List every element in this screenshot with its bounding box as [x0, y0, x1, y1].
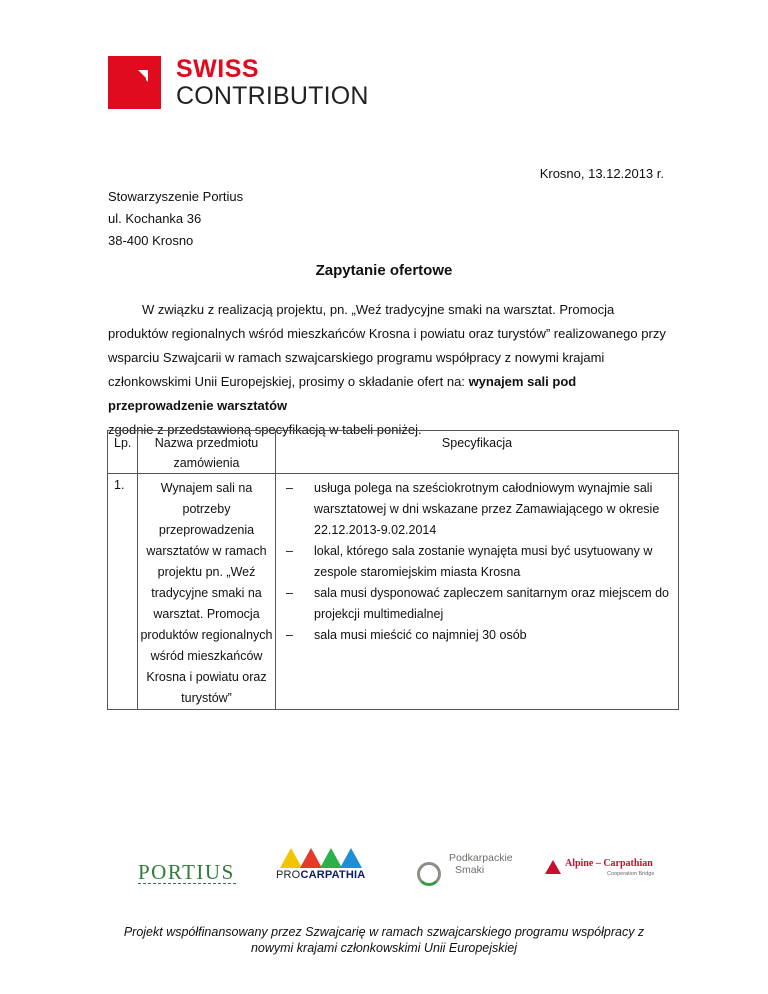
dash-bullet: –: [286, 586, 293, 600]
header-lp: Lp.: [108, 431, 138, 474]
address-line: 38-400 Krosno: [108, 233, 194, 248]
footer-note: Projekt współfinansowany przez Szwajcarię w ramach szwajcarskiego programu współpracy z nowymi krajami członkowskimi Unii Europejskiej: [123, 925, 645, 955]
smaki-circle-icon: [417, 862, 441, 886]
logo-red-square: [108, 56, 161, 109]
dash-bullet: –: [286, 628, 293, 642]
row-lp: 1.: [108, 474, 138, 710]
address-line: ul. Kochanka 36: [108, 211, 202, 226]
triangle-green: [320, 848, 342, 868]
procarpathia-logo: PROCARPATHIA: [276, 848, 376, 892]
partner-logos: [130, 848, 670, 892]
table-header-row: [108, 431, 679, 474]
intro-text-end: zgodnie z przedstawioną specyfikacją w tabeli poniżej.: [108, 422, 422, 437]
triangle-blue: [340, 848, 362, 868]
address-line: Stowarzyszenie Portius: [108, 189, 244, 204]
document-date: Krosno, 13.12.2013 r.: [539, 166, 664, 181]
intro-text: W związku z realizacją projektu, pn. „Weź tradycyjne smaki na warsztat. Promocja produktów regionalnych wśród mieszkańców Krosna i powiatu oraz turystów” realizowanego przy wsparciu Szwajcarii w ramach szwajcarskiego programu współpracy z nowymi krajami członkowskimi Unii Europejskiej, prosimy o składanie ofert na:: [108, 302, 666, 389]
document-title: Zapytanie ofertowe: [315, 262, 453, 279]
logo-line2: CONTRIBUTION: [176, 82, 369, 110]
triangle-red: [300, 848, 322, 868]
intro-paragraph: [108, 298, 668, 442]
spec-item: – lokal, którego sala zostanie wynajęta musi być usytuowany w zespole staromiejskim miasta Krosna: [286, 541, 670, 583]
dash-bullet: –: [286, 481, 293, 495]
header-spec: Specyfikacja: [276, 431, 679, 474]
specification-table: [107, 430, 679, 710]
alpine-carpathian-logo: Alpine – Carpathian Cooperation Bridge: [545, 856, 675, 900]
alpine-mountain-icon: [545, 860, 561, 874]
swiss-contribution-logo: [108, 56, 378, 112]
procarpathia-triangles-icon: [280, 848, 376, 868]
portius-logo: PORTIUS: [138, 860, 235, 884]
dash-bullet: –: [286, 544, 293, 558]
spec-item: – sala musi dysponować zapleczem sanitarnym oraz miejscem do projekcji multimedialnej: [286, 583, 670, 625]
row-specification: [276, 474, 679, 710]
podkarpackie-smaki-logo: Podkarpackie Smaki: [417, 852, 497, 896]
row-item-name: Wynajem sali na potrzeby przeprowadzenia warsztatów w ramach projektu pn. „Weź tradycyjne smaki na warsztat. Promocja produktów regionalnych wśród mieszkańców Krosna i powiatu oraz turystów”: [138, 474, 276, 710]
triangle-yellow: [280, 848, 302, 868]
spec-item: – sala musi mieścić co najmniej 30 osób: [286, 625, 670, 646]
header-name: Nazwa przedmiotu zamówienia: [138, 431, 276, 474]
address-block: [108, 186, 243, 252]
logo-line1: SWISS: [176, 55, 260, 83]
table-row: [108, 474, 679, 710]
logo-corner-mark-icon: [108, 56, 161, 109]
spec-item: – usługa polega na sześciokrotnym całodniowym wynajmie sali warsztatowej w dni wskazane przez Zamawiającego w okresie 22.12.2013-9.02.2014: [286, 478, 670, 541]
intro-bold-text: wynajem sali pod przeprowadzenie warsztatów: [108, 374, 577, 413]
